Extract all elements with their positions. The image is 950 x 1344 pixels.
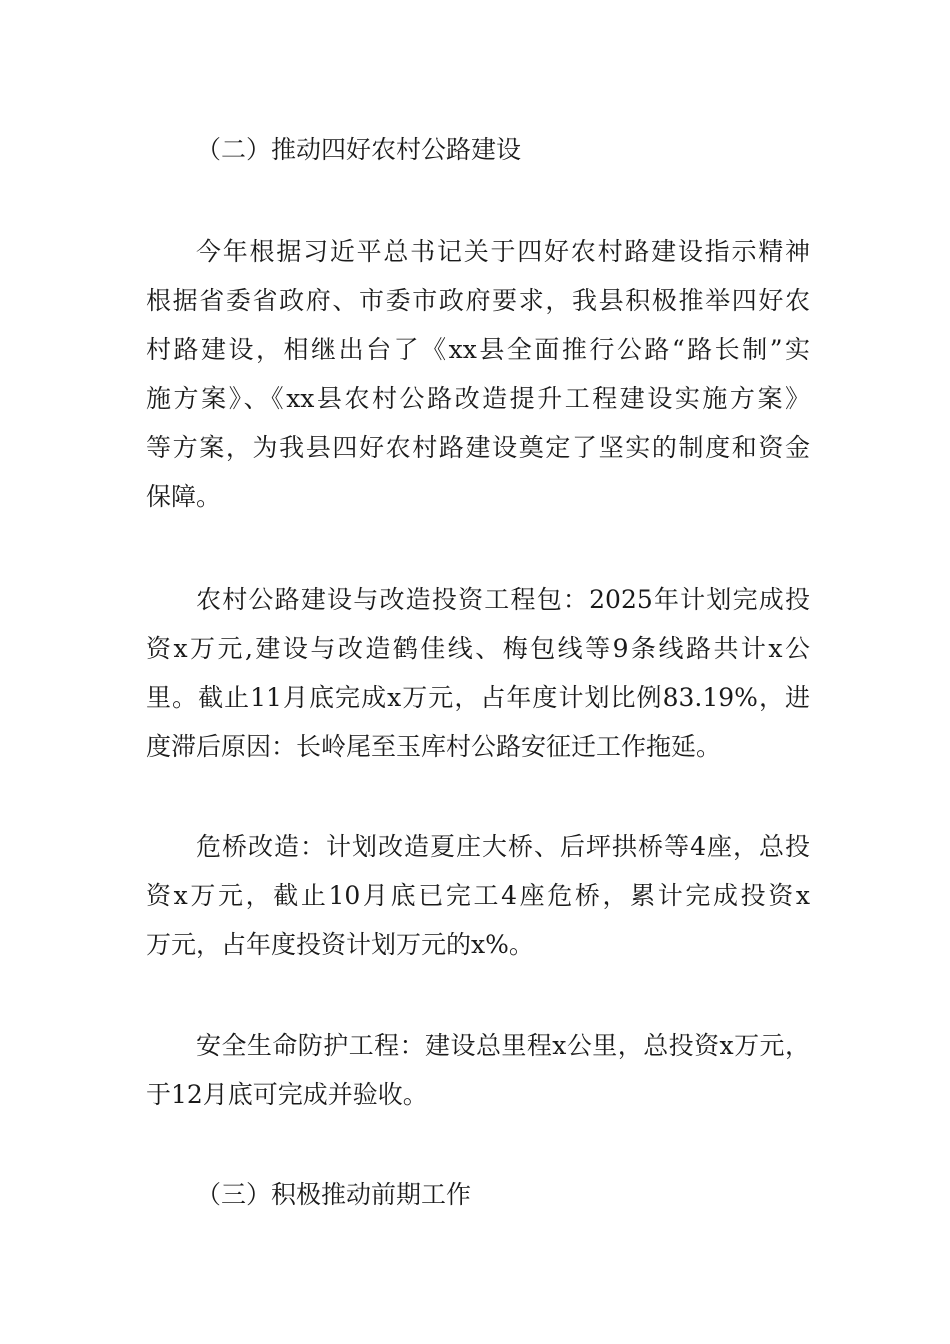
text-line: 资x万元，截止10月底已完工4座危桥，累计完成投资x [146,881,810,910]
text-line: 安全生命防护工程：建设总里程x公里，总投资x万元， [196,1031,810,1060]
text-line: 度滞后原因：长岭尾至玉库村公路安征迁工作拖延。 [146,732,722,761]
text-line: 村路建设，相继出台了《xx县全面推行公路“路长制”实 [146,335,810,364]
section-heading-3: （三）积极推动前期工作 [196,1180,472,1209]
text-line: 今年根据习近平总书记关于四好农村路建设指示精神 [196,237,810,266]
paragraph-dangerous-bridges [146,822,810,969]
paragraph-investment-package [146,575,810,771]
text-line: 保障。 [146,482,222,511]
text-line: 里。截止11月底完成x万元，占年度计划比例83.19%，进 [146,683,810,712]
text-line: 危桥改造：计划改造夏庄大桥、后坪拱桥等4座，总投 [196,832,810,861]
text-line: 资x万元,建设与改造鹤佳线、梅包线等9条线路共计x公 [146,634,810,663]
text-line: 等方案，为我县四好农村路建设奠定了坚实的制度和资金 [146,433,810,462]
section-heading-2: （二）推动四好农村公路建设 [196,135,522,164]
text-line: 于12月底可完成并验收。 [146,1080,428,1109]
paragraph-safety-protection [146,1021,810,1119]
text-line: 根据省委省政府、市委市政府要求，我县积极推举四好农 [146,286,810,315]
text-line: 农村公路建设与改造投资工程包：2025年计划完成投 [196,585,810,614]
text-line: 万元，占年度投资计划万元的x%。 [146,930,534,959]
text-line: 施方案》、《xx县农村公路改造提升工程建设实施方案》 [146,384,810,413]
paragraph-rural-roads-policy [146,227,810,521]
